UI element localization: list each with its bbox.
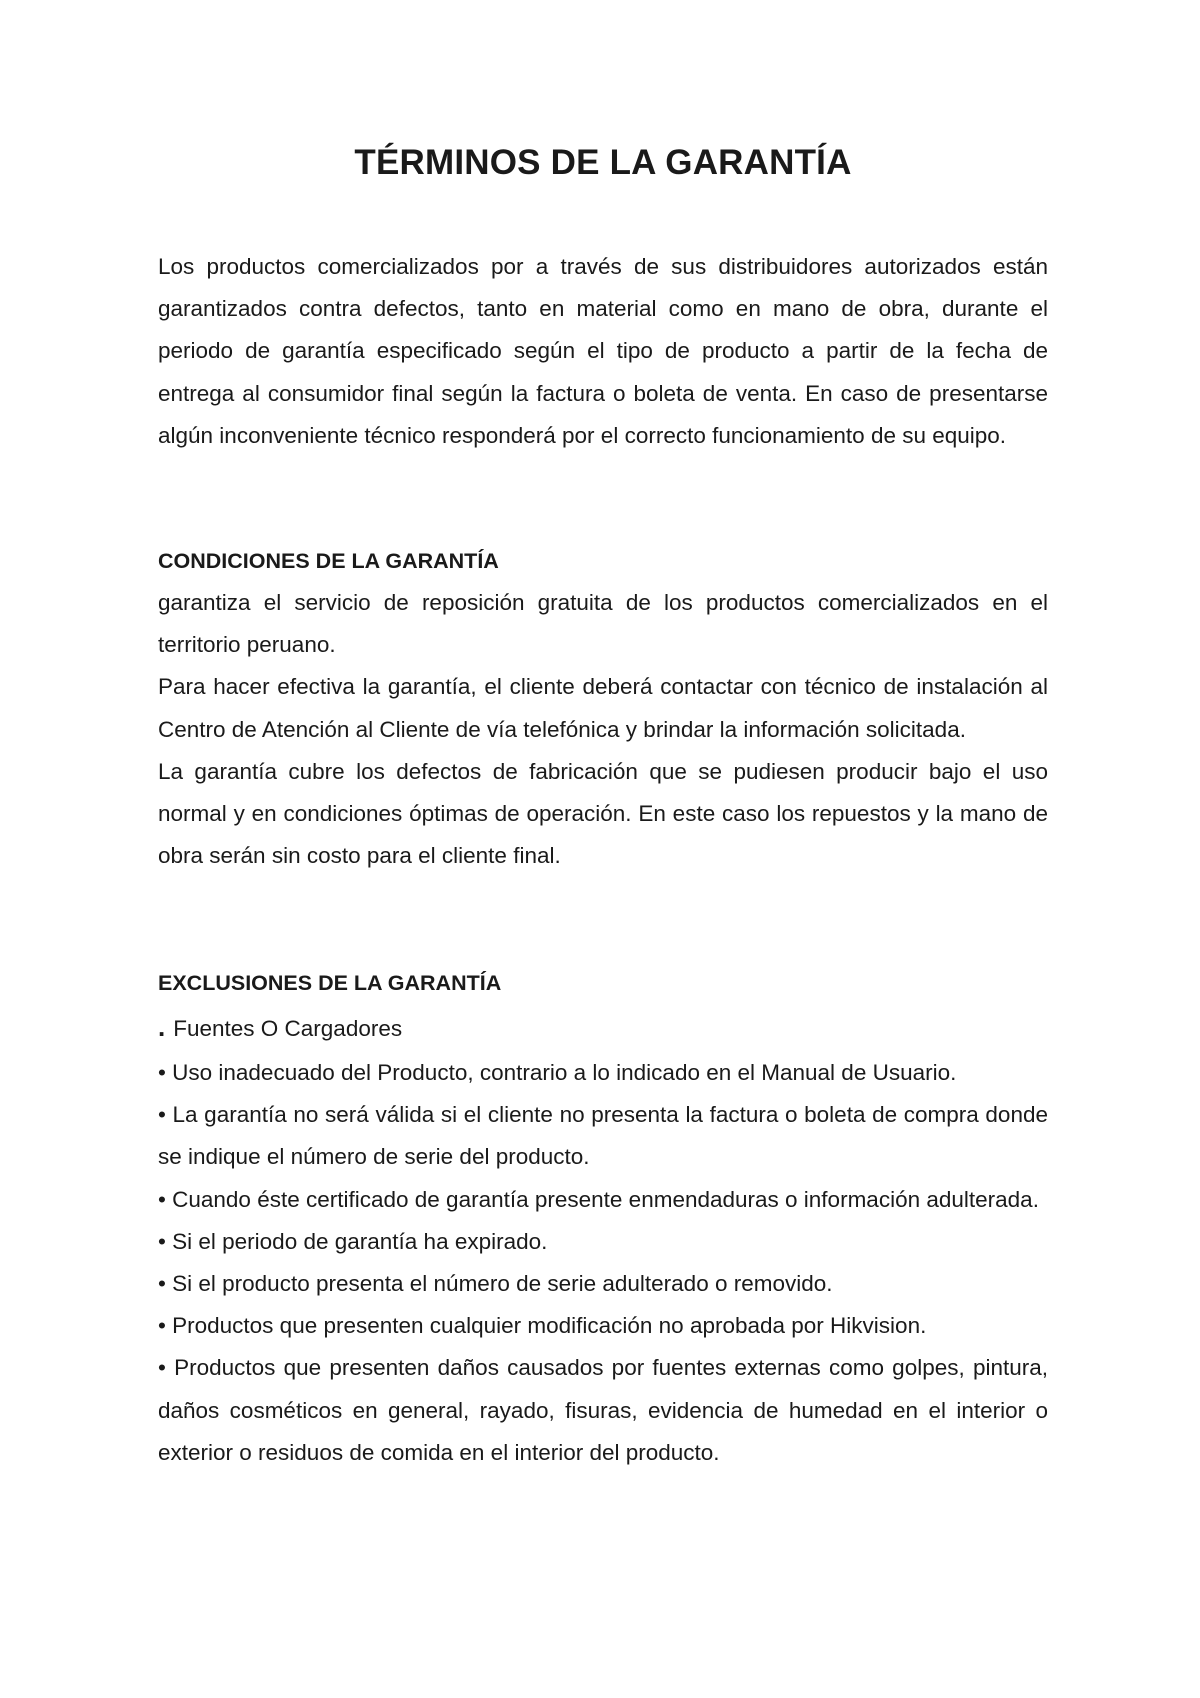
exclusion-item-text: Fuentes O Cargadores (173, 1016, 403, 1041)
exclusion-item: • Productos que presenten cualquier modificación no aprobada por Hikvision. (158, 1313, 927, 1339)
exclusions-section (158, 962, 1048, 1474)
exclusion-item: • Productos que presenten daños causados por fuentes externas como golpes, pintura, daños cosméticos en general, rayado, fisuras, evidencia de humedad en el interior o exterior o residuos de comida en el interior del producto. (158, 1355, 1048, 1465)
conditions-paragraph: garantiza el servicio de reposición gratuita de los productos comercializados en el territorio peruano. (158, 590, 1048, 658)
document-title: TÉRMINOS DE LA GARANTÍA (354, 143, 852, 182)
conditions-section (158, 540, 1048, 877)
document-page (158, 0, 1048, 1698)
exclusion-item: • Uso inadecuado del Producto, contrario a lo indicado en el Manual de Usuario. (158, 1060, 957, 1085)
exclusion-item (158, 1004, 1048, 1052)
conditions-paragraph: Para hacer efectiva la garantía, el cliente deberá contactar con técnico de instalación al Centro de Atención al Cliente de vía telefónica y brindar la información solicitada. (158, 674, 1048, 742)
intro-paragraph: Los productos comercializados por a través de sus distribuidores autorizados están garantizados contra defectos, tanto en material como en mano de obra, durante el periodo de garantía especificado según el tipo de producto a partir de la fecha de entrega al consumidor final según la factura o boleta de venta. En caso de presentarse algún inconveniente técnico responderá por el correcto funcionamiento de su equipo. (158, 254, 1048, 448)
exclusion-item: • La garantía no será válida si el cliente no presenta la factura o boleta de compra donde se indique el número de serie del producto. (158, 1102, 1048, 1170)
exclusions-heading: EXCLUSIONES DE LA GARANTÍA (158, 971, 502, 995)
exclusion-item: • Si el producto presenta el número de serie adulterado o removido. (158, 1271, 833, 1297)
conditions-paragraph: La garantía cubre los defectos de fabricación que se pudiesen producir bajo el uso normal y en condiciones óptimas de operación. En este caso los repuestos y la mano de obra serán sin costo para el cliente final. (158, 758, 1048, 869)
bullet-marker: . (158, 1012, 166, 1042)
conditions-heading: CONDICIONES DE LA GARANTÍA (158, 549, 499, 573)
exclusion-item: • Si el periodo de garantía ha expirado. (158, 1228, 548, 1254)
exclusion-item: • Cuando éste certificado de garantía presente enmendaduras o información adulterada. (158, 1186, 1039, 1212)
